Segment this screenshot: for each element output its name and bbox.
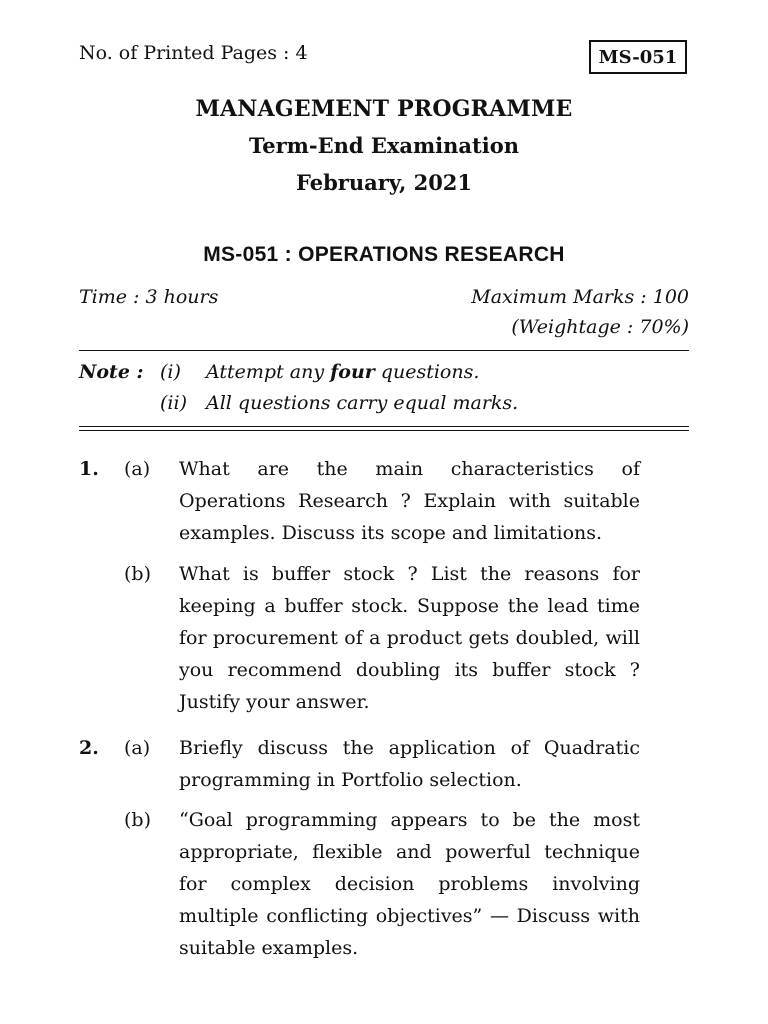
course-title: MS-051 : OPERATIONS RESEARCH [203,243,565,266]
note-item [206,361,479,383]
note-emphasis: four [330,361,375,383]
question-part-label: (b) [124,563,151,585]
note-item-number: (i) [160,361,181,383]
question-text: What are the main characteristics of Operations Research ? Explain with suitable examples. Discuss its scope and limitations. [179,458,640,544]
note-item: All questions carry equal marks. [206,392,519,414]
note-item-number: (ii) [160,392,187,414]
printed-pages-count: No. of Printed Pages : 4 [79,42,308,64]
course-code-box: MS-051 [589,40,687,74]
note-label: Note : [79,361,144,383]
programme-title: MANAGEMENT PROGRAMME [195,96,573,122]
question-text: What is buffer stock ? List the reasons for keeping a buffer stock. Suppose the lead time for procurement of a product gets doubled, will you recommend doubling its buffer stock ? Justify your answer. [179,563,640,713]
time-allowed: Time : 3 hours [79,286,219,308]
question-number: 1. [79,458,99,480]
question-text: Briefly discuss the application of Quadratic programming in Portfolio selection. [179,737,640,791]
question-part-label: (b) [124,809,151,831]
maximum-marks: Maximum Marks : 100 [471,286,689,308]
question-number: 2. [79,737,99,759]
question-part-label: (a) [124,458,151,480]
double-divider-bottom [79,430,689,431]
double-divider-top [79,426,689,427]
exam-title: Term-End Examination [248,133,519,158]
note-text-part: Attempt any [206,361,331,383]
question-part-label: (a) [124,737,151,759]
exam-date: February, 2021 [295,170,473,195]
divider [79,350,689,351]
question-text: “Goal programming appears to be the most appropriate, flexible and powerful technique for complex decision problems involving multiple conflicting objectives” — Discuss with suitable examples. [179,809,640,959]
weightage: (Weightage : 70%) [511,316,689,338]
note-text-part: questions. [374,361,480,383]
